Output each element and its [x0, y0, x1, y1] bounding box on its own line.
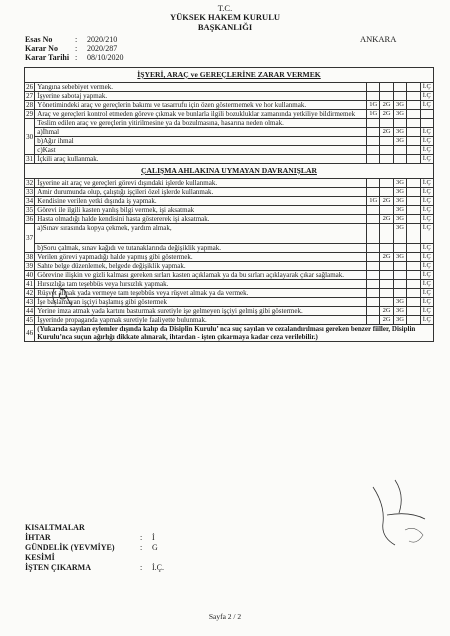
abbr-label: GÜNDELİK (YEVMİYE) KESİMİ	[25, 543, 115, 562]
discipline-table	[24, 67, 434, 342]
section-title: İŞYERİ, ARAÇ ve GEREÇLERİNE ZARAR VERMEK	[25, 68, 434, 83]
meta-value: 2020/210	[87, 35, 118, 44]
table-row: 33 Amir durumunda olup, çalıştığı işçileri özel işlerde kullanmak. 3G İ.Ç	[25, 188, 434, 197]
abbr-value: G	[152, 543, 158, 552]
table-row: 46 (Yukarıda sayılan eylemler dışında kalıp da Disiplin Kurulu’ nca suç sayılan ve cezalandırılması gereken benzer fiiller, Disiplin Kurulu’nca suçun ağırlığı dikkate alınarak, ihtardan - işten çıkarmaya kadar ceza verilebilir.)	[25, 325, 434, 342]
abbreviations-title: KISALTMALAR	[25, 523, 85, 532]
table-row: 35 Görevi ile ilgili kasten yanlış bilgi vermek, işi aksatmak 3G İ.Ç	[25, 206, 434, 215]
meta-label: Esas No	[25, 35, 53, 44]
table-row: 37 a)Sınav sırasında kopya çekmek, yardım almak, 3G İ.Ç	[25, 224, 434, 244]
table-row: 26 Yangına sebebiyet vermek. İ.Ç	[25, 83, 434, 92]
table-row: a)İhmal 2G 3G İ.Ç	[25, 128, 434, 137]
abbr-label: İHTAR	[25, 533, 51, 542]
page-number: Sayfa 2 / 2	[208, 612, 242, 621]
signature-mark	[365, 475, 435, 555]
section-title: ÇALIŞMA AHLAKINA UYMAYAN DAVRANIŞLAR	[25, 164, 434, 179]
abbr-label: İŞTEN ÇIKARMA	[25, 563, 92, 572]
table-row: 31 İçkili araç kullanmak. İ.Ç	[25, 155, 434, 164]
table-row: 40 Görevine ilişkin ve gizli kalması gereken sırları kasten açıklamak ya da bu sırları açıklayarak çıkar sağlamak. İ.Ç	[25, 271, 434, 280]
table-row: 29 Araç ve gereçleri kontrol etmeden göreve çıkmak ve bunlarla ilgili bozukluklar zamanında yetkiliye bildirmemek 1G 2G 3G	[25, 110, 434, 119]
table-row: 45 İşyerinde propaganda yapmak suretiyle faaliyette bulunmak. 2G 3G İ.Ç	[25, 316, 434, 325]
case-meta: Esas No : 2020/210 Karar No : 2020/287 Karar Tarihi : 08/10/2020	[25, 35, 124, 62]
meta-label: Karar Tarihi	[25, 53, 70, 62]
table-row: 34 Kendisine verilen yetki dışında iş yapmak. 1G 2G 3G İ.Ç	[25, 197, 434, 206]
meta-label: Karar No	[25, 44, 58, 53]
table-row: 44 Yerine imza atmak yada kartını basturmak suretiyle işe gelmeyen işçiyi gelmiş gibi göstermek. 2G 3G İ.Ç	[25, 307, 434, 316]
abbr-value: İ.Ç.	[152, 563, 164, 572]
table-row: 42 Rüşvet almak yada vermeye tam teşebbüs veya rüşvet almak ya da vermek. İ.Ç	[25, 289, 434, 298]
table-row: 32 İşyerine ait araç ve gereçleri görevi dışındaki işlerde kullanmak. 3G İ.Ç	[25, 179, 434, 188]
table-row: 28 Yönetimindeki araç ve gereçlerin bakımı ve tasarrufu için özen göstermemek ve hor kullanmak. 1G 2G 3G İ.Ç	[25, 101, 434, 110]
table-row: 39 Sahte belge düzenlemek, belgede değişiklik yapmak. İ.Ç	[25, 262, 434, 271]
table-row: 41 Hırsızlığa tam teşebbüs veya hırsızlık yapmak. İ.Ç	[25, 280, 434, 289]
table-row: 43 İşe başlamayan işçiyi başlamış gibi göstermek 3G İ.Ç	[25, 298, 434, 307]
abbr-value: İ	[152, 533, 155, 542]
header-tc: T.C.	[217, 3, 233, 13]
header-institution: YÜKSEK HAKEM KURULU	[169, 12, 281, 22]
table-row: b)Ağır ihmal 3G İ.Ç	[25, 137, 434, 146]
meta-value: 08/10/2020	[87, 53, 124, 62]
table-row: c)Kast İ.Ç	[25, 146, 434, 155]
header-city: ANKARA	[360, 34, 397, 44]
header-department: BAŞKANLIĞI	[197, 22, 253, 32]
table-row: 36 Hasta olmadığı halde kendisini hasta göstererek işi aksatmak. 2G 3G İ.Ç	[25, 215, 434, 224]
abbreviations: KISALTMALAR İHTAR : İ GÜNDELİK (YEVMİYE) KESİMİ : G İŞTEN ÇIKARMA : İ.Ç.	[25, 523, 164, 572]
margin-handwritten-mark	[50, 285, 76, 307]
table-row: b)Soru çalmak, sınav kağıdı ve tutanaklarında değişiklik yapmak. İ.Ç	[25, 244, 434, 253]
table-row: 27 İşyerine sabotaj yapmak. İ.Ç	[25, 92, 434, 101]
meta-value: 2020/287	[87, 44, 118, 53]
table-row: 38 Verilen görevi yapmadığı halde yapmış gibi göstermek. 2G 3G İ.Ç	[25, 253, 434, 262]
table-row: 30 Teslim edilen araç ve gereçlerin yitirilmesine ya da bozulmasına, hasarına neden olmak.	[25, 119, 434, 128]
